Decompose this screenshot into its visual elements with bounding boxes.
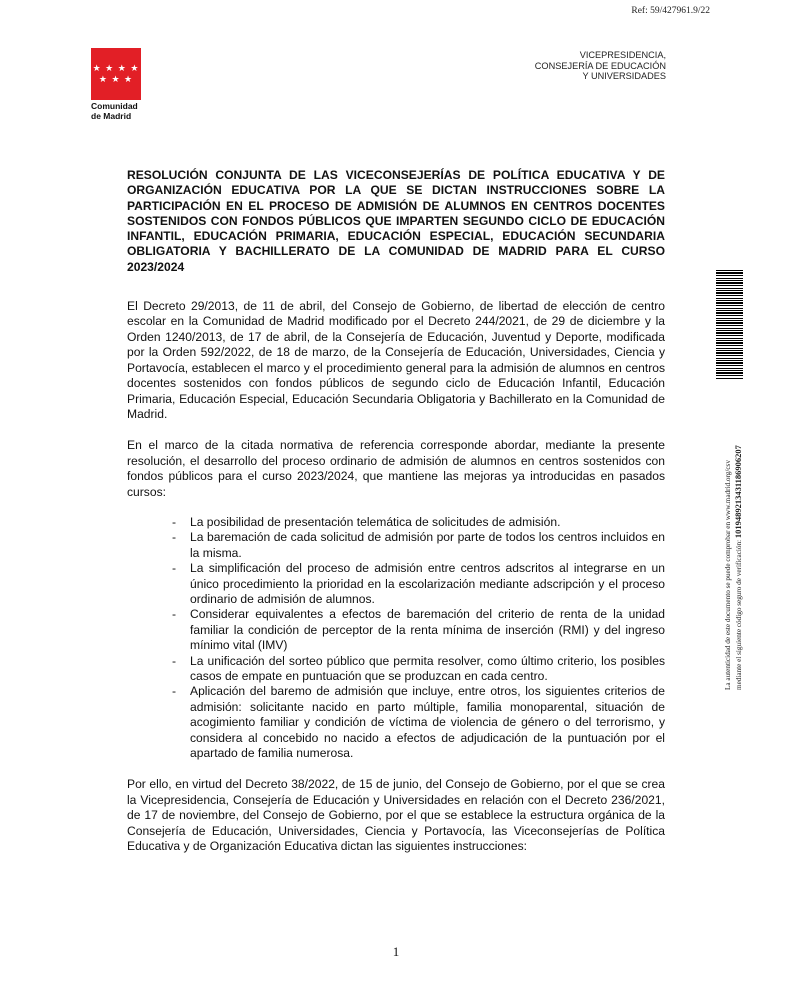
bullet-dash: - bbox=[172, 607, 177, 622]
paragraph-authority: Por ello, en virtud del Decreto 38/2022, de 15 de junio, del Consejo de Gobierno, por el que se crea la Vicepresidencia, Consejería de Educación y Universidades en relación con el Decreto 236/2021, de 17 de noviembre, del Consejo de Gobierno, por el que se establece la estructura orgánica de la Consejería de Educación, Universidades, Ciencia y Portavocía, las Viceconsejerías de Política Educativa y de Organización Educativa dictan las siguientes instrucciones: bbox=[127, 777, 665, 854]
logo-stars-bottom: ★ ★ ★ bbox=[98, 74, 134, 84]
bullet-dash: - bbox=[172, 530, 177, 545]
list-item bbox=[127, 607, 665, 653]
list-item-text: La simplificación del proceso de admisión entre centros adscritos al integrarse en un único procedimiento la prioridad en la escolarización mediante adscripción y el proceso ordinario de admisión de alumnos. bbox=[190, 561, 665, 606]
list-item-text: La posibilidad de presentación telemática de solicitudes de admisión. bbox=[190, 514, 561, 529]
list-item-text: Aplicación del baremo de admisión que incluye, entre otros, los siguientes criterios de admisión: solicitante nacido en parto múltiple, familia monoparental, situación de acogimiento familiar y condición de víctima de violencia de género o del terrorismo, y considera al concebido no nacido a efectos de adjudicación de la puntuación por el apartado de familia numerosa. bbox=[190, 684, 665, 761]
document-body bbox=[127, 168, 665, 854]
list-item bbox=[127, 654, 665, 685]
logo-caption-line2: de Madrid bbox=[91, 110, 132, 121]
verification-text-line1: La autenticidad de este documento se puede comprobar en www.madrid.org/csv bbox=[724, 460, 732, 690]
list-item-text: La unificación del sorteo público que permita resolver, como último criterio, los posibles casos de empate en puntuación que se produzcan en cada centro. bbox=[190, 653, 665, 684]
page-number: 1 bbox=[392, 944, 400, 959]
paragraph-decree: El Decreto 29/2013, de 11 de abril, del Consejo de Gobierno, de libertad de elección de centro escolar en la Comunidad de Madrid modificado por el Decreto 244/2021, de 29 de diciembre y la Orden 1240/2013, de 17 de abril, de la Consejería de Educación, Juventud y Deporte, modificada por la Orden 592/2022, de 18 de marzo, de la Consejería de Educación, Universidades, Ciencia y Portavocía, establecen el marco y el procedimiento general para la admisión de alumnos en centros docentes sostenidos con fondos públicos de segundo ciclo de Educación Infantil, Educación Primaria, Educación Especial, Educación Secundaria Obligatoria y Bachillerato en la Comunidad de Madrid. bbox=[127, 299, 665, 421]
list-item-text: La baremación de cada solicitud de admisión por parte de todos los centros incluidos en la misma. bbox=[190, 530, 665, 560]
bullet-dash: - bbox=[172, 653, 177, 668]
list-item bbox=[127, 561, 665, 607]
list-item bbox=[127, 684, 665, 761]
department-line2: CONSEJERÍA DE EDUCACIÓN bbox=[534, 60, 666, 71]
verification-text-line2 bbox=[734, 445, 745, 690]
list-item-text: Considerar equivalentes a efectos de baremación del criterio de renta de la unidad familiar la condición de perceptor de la renta mínima de inserción (RMI) y del ingreso mínimo vital (IMV) bbox=[190, 607, 665, 653]
verification-code: 1019489213431186906207 bbox=[733, 445, 743, 539]
bullet-dash: - bbox=[172, 514, 177, 529]
logo-caption bbox=[91, 102, 138, 121]
bullet-dash: - bbox=[172, 561, 177, 576]
verification-label: mediante el siguiente código seguro de verificación: bbox=[735, 539, 743, 690]
resolution-title: RESOLUCIÓN CONJUNTA DE LAS VICECONSEJERÍAS DE POLÍTICA EDUCATIVA Y DE ORGANIZACIÓN EDUCATIVA POR LA QUE SE DICTAN INSTRUCCIONES SOBRE LA PARTICIPACIÓN EN EL PROCESO DE ADMISIÓN DE ALUMNOS EN CENTROS DOCENTES SOSTENIDOS CON FONDOS PÚBLICOS QUE IMPARTEN SEGUNDO CICLO DE EDUCACIÓN INFANTIL, EDUCACIÓN PRIMARIA, EDUCACIÓN ESPECIAL, EDUCACIÓN SECUNDARIA OBLIGATORIA Y BACHILLERATO DE LA COMUNIDAD DE MADRID PARA EL CURSO 2023/2024 bbox=[127, 168, 665, 274]
improvements-list bbox=[127, 515, 665, 762]
logo-stars-top: ★ ★ ★ ★ bbox=[92, 63, 140, 73]
department-line3: Y UNIVERSIDADES bbox=[582, 71, 666, 81]
list-item bbox=[127, 515, 665, 530]
logo-caption-line1: Comunidad bbox=[91, 101, 138, 111]
paragraph-framework: En el marco de la citada normativa de referencia corresponde abordar, mediante la presente resolución, el desarrollo del proceso ordinario de admisión de alumnos en centros sostenidos con fondos públicos para el curso 2023/2024, que mantiene las mejoras ya introducidas en pasados cursos: bbox=[127, 438, 665, 499]
verification-sidebar bbox=[710, 270, 750, 690]
department-header bbox=[535, 50, 666, 82]
comunidad-madrid-logo bbox=[91, 48, 141, 100]
department-line1: VICEPRESIDENCIA, bbox=[579, 50, 666, 60]
bullet-dash: - bbox=[172, 684, 177, 699]
list-item bbox=[127, 530, 665, 561]
document-reference: Ref: 59/427961.9/22 bbox=[631, 6, 710, 16]
verification-barcode bbox=[716, 270, 743, 380]
